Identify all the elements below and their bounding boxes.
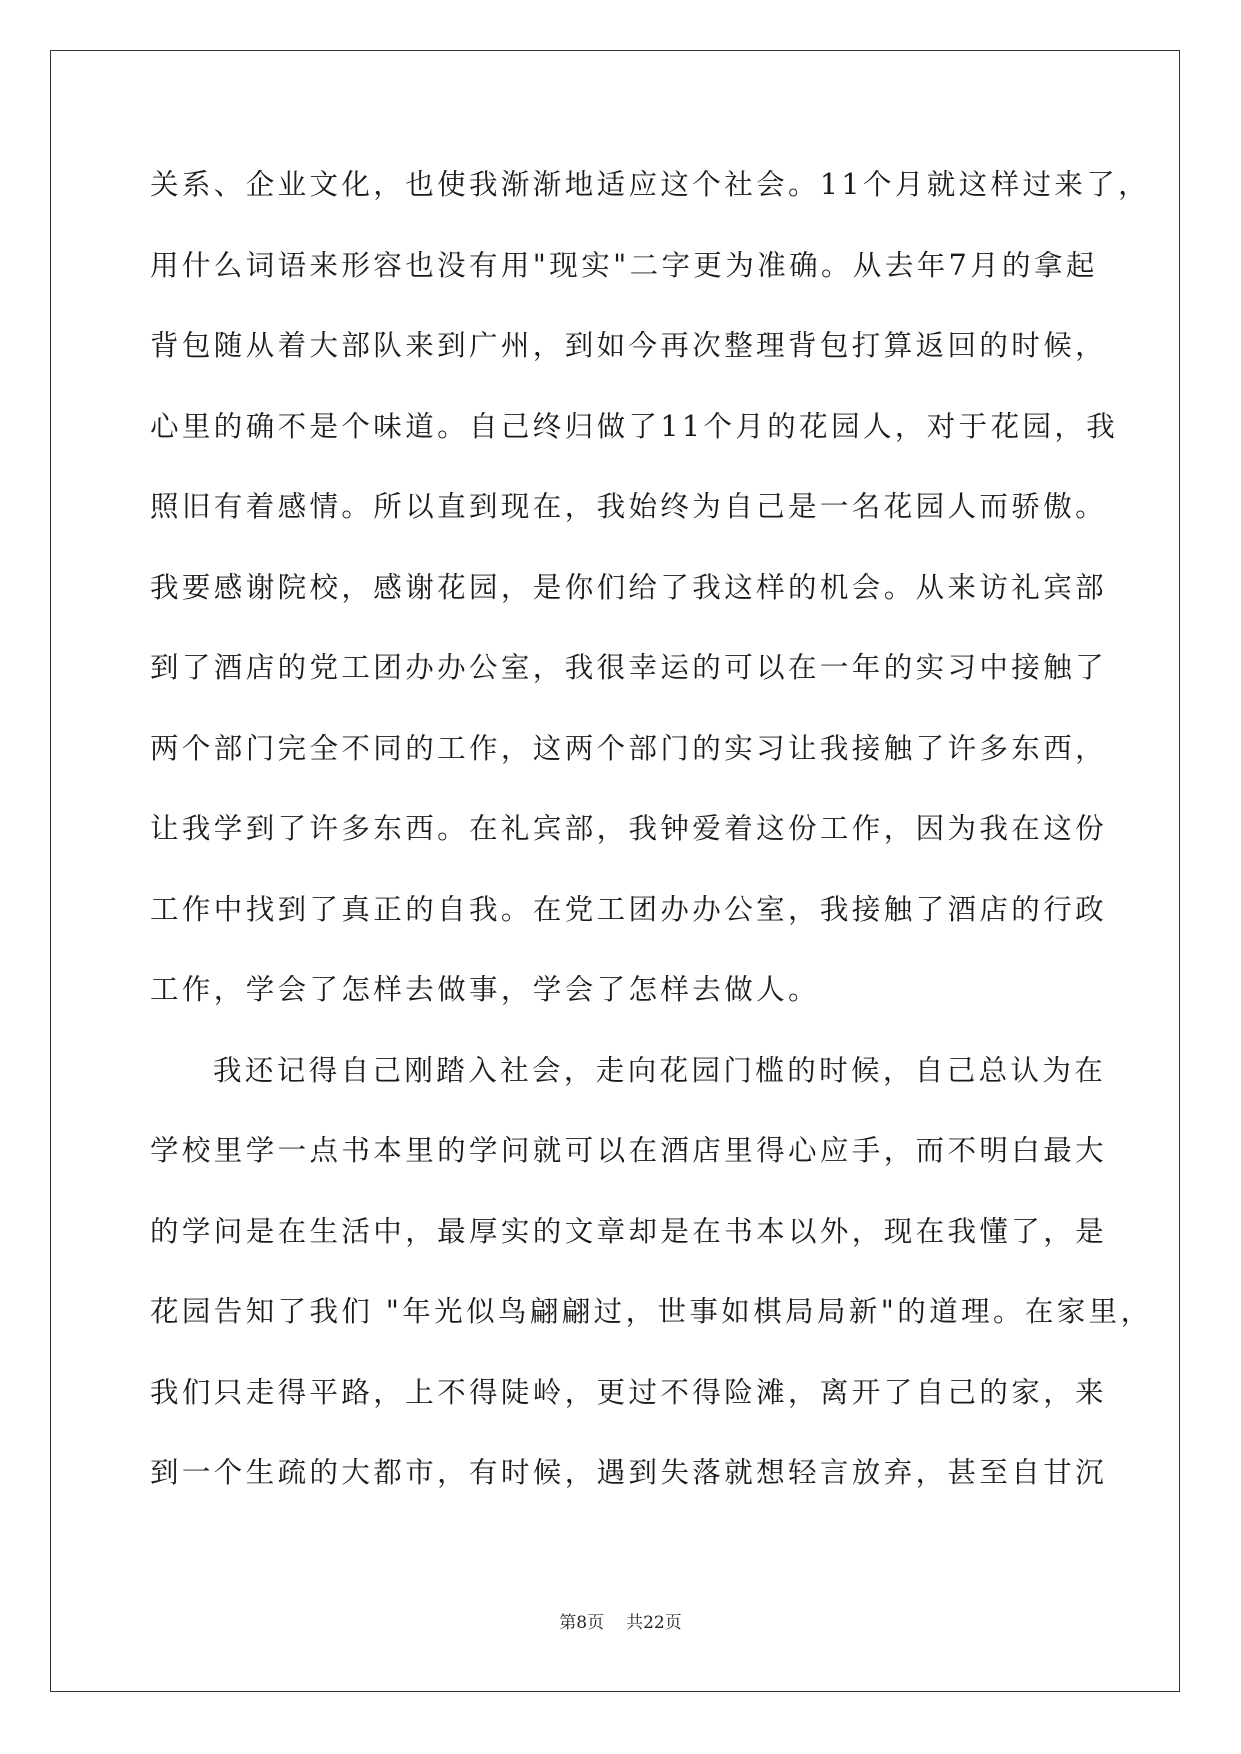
text-line: 背包随从着大部队来到广州，到如今再次整理背包打算返回的时候， [150, 329, 1108, 362]
text-line: 我们只走得平路，上不得陡岭，更过不得险滩，离开了自己的家，来 [150, 1375, 1108, 1409]
text-line: 工作，学会了怎样去做事，学会了怎样去做人。 [150, 973, 820, 1006]
text-line: 到了酒店的党工团办办公室，我很幸运的可以在一年的实习中接触了 [150, 651, 1108, 684]
text-line: 花园告知了我们 "年光似鸟翩翩过，世事如棋局局新"的道理。在家里， [150, 1295, 1153, 1328]
page-total: 共22页 [626, 1613, 682, 1633]
text-line: 我要感谢院校，感谢花园，是你们给了我这样的机会。从来访礼宾部 [150, 570, 1108, 604]
text-line: 的学问是在生活中，最厚实的文章却是在书本以外，现在我懂了，是 [150, 1214, 1108, 1248]
text-line: 照旧有着感情。所以直到现在，我始终为自己是一名花园人而骄傲。 [150, 490, 1108, 523]
document-body [150, 160, 1153, 1529]
text-line: 让我学到了许多东西。在礼宾部，我钟爱着这份工作，因为我在这份 [150, 812, 1108, 845]
paragraph-start-line: 我还记得自己刚踏入社会，走向花园门槛的时候，自己总认为在 [213, 1053, 1107, 1087]
text-line: 学校里学一点书本里的学问就可以在酒店里得心应手，而不明白最大 [150, 1134, 1108, 1167]
text-line: 心里的确不是个味道。自己终归做了11个月的花园人，对于花园，我 [150, 409, 1119, 443]
page-number: 第8页 [559, 1613, 605, 1633]
text-line: 工作中找到了真正的自我。在党工团办办公室，我接触了酒店的行政 [150, 892, 1108, 926]
text-line: 用什么词语来形容也没有用"现实"二字更为准确。从去年7月的拿起 [150, 248, 1098, 282]
page-footer [0, 1608, 1241, 1633]
text-line: 关系、企业文化，也使我渐渐地适应这个社会。11个月就这样过来了， [150, 168, 1151, 201]
text-line: 两个部门完全不同的工作，这两个部门的实习让我接触了许多东西， [150, 731, 1108, 765]
text-line: 到一个生疏的大都市，有时候，遇到失落就想轻言放弃，甚至自甘沉 [150, 1456, 1108, 1489]
